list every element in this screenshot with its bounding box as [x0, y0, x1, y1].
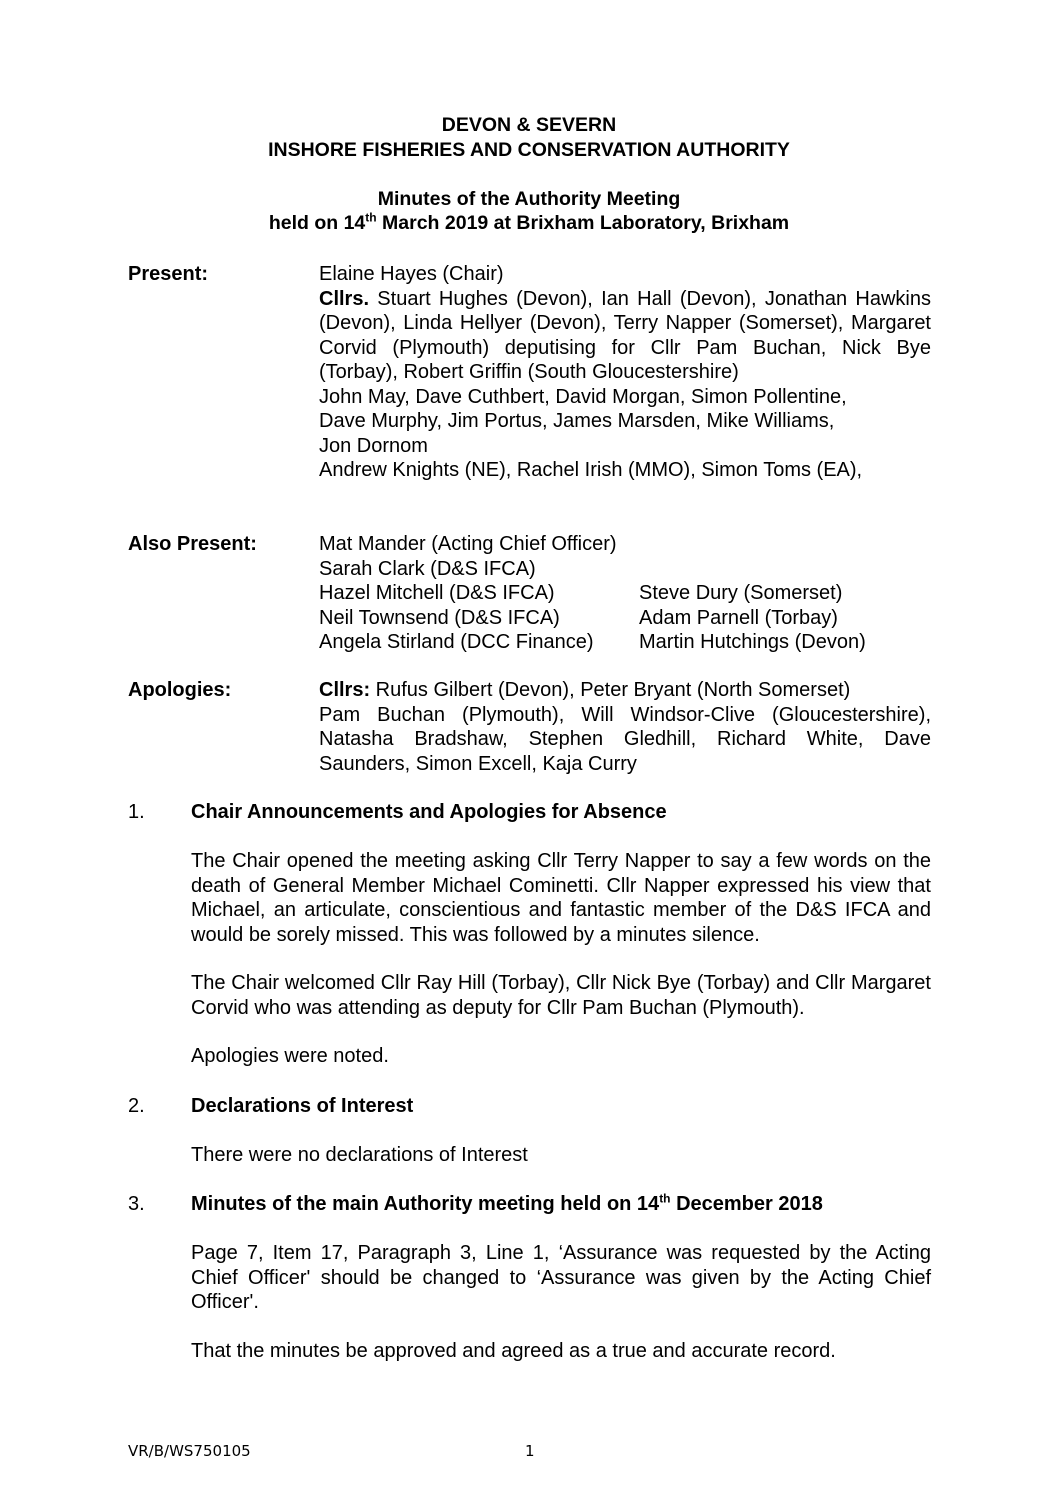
- org-name-line2: INSHORE FISHERIES AND CONSERVATION AUTHORITY: [268, 139, 790, 161]
- also-present-row: Hazel Mitchell (D&S IFCA) Steve Dury (Somerset): [319, 582, 843, 604]
- section-3-title: Minutes of the main Authority meeting held on 14th December 2018: [191, 1191, 823, 1215]
- present-list: [319, 262, 931, 483]
- section-1-paragraph-1: The Chair opened the meeting asking Cllr Terry Napper to say a few words on the death of General Member Michael Cominetti. Cllr Napper expressed his view that Michael, an articulate, conscientious and fantastic member of the D&S IFCA and would be sorely missed. This was followed by a minutes silence.: [191, 850, 931, 946]
- section-3-paragraph-1: Page 7, Item 17, Paragraph 3, Line 1, ‘Assurance was requested by the Acting Chief Officer' should be changed to ‘Assurance was given by the Acting Chief Officer'.: [191, 1242, 931, 1313]
- section-2-paragraph-1: There were no declarations of Interest: [191, 1144, 528, 1166]
- section-2-title: Declarations of Interest: [191, 1095, 414, 1117]
- apologies-line1: Cllrs: Rufus Gilbert (Devon), Peter Bryant (North Somerset): [319, 679, 851, 701]
- section-1-paragraph-3: Apologies were noted.: [191, 1045, 389, 1067]
- also-present-label: Also Present:: [128, 533, 257, 555]
- section-1-title: Chair Announcements and Apologies for Absence: [191, 801, 667, 823]
- also-present-row: Neil Townsend (D&S IFCA) Adam Parnell (Torbay): [319, 606, 838, 629]
- page-number: 1: [525, 1442, 535, 1460]
- apologies-label: Apologies:: [128, 679, 232, 701]
- section-3-paragraph-2: That the minutes be approved and agreed as a true and accurate record.: [191, 1340, 836, 1362]
- org-name-line1: DEVON & SEVERN: [441, 114, 617, 136]
- apologies-rest: Pam Buchan (Plymouth), Will Windsor-Clive (Gloucestershire), Natasha Bradshaw, Stephen Gledhill, Richard White, Dave Saunders, Simon Excell, Kaja Curry: [319, 703, 931, 775]
- present-cllrs: Cllrs. Stuart Hughes (Devon), Ian Hall (Devon), Jonathan Hawkins (Devon), Linda Hellyer (Devon), Terry Napper (Somerset), Margaret Corvid (Plymouth) deputising for Cllr Pam Buchan, Nick Bye (Torbay), Robert Griffin (South Gloucestershire): [319, 287, 931, 383]
- section-3-number: 3.: [128, 1193, 145, 1215]
- section-1-number: 1.: [128, 801, 145, 823]
- present-members-line3: Jon Dornom: [319, 434, 428, 457]
- section-2-number: 2.: [128, 1095, 145, 1117]
- present-label: Present:: [128, 263, 209, 285]
- footer-reference: VR/B/WS750105: [128, 1442, 251, 1460]
- present-chair: Elaine Hayes (Chair): [319, 263, 504, 285]
- also-present-list: [319, 532, 931, 655]
- also-present-row: Angela Stirland (DCC Finance) Martin Hutchings (Devon): [319, 631, 866, 653]
- present-members-line2: Dave Murphy, Jim Portus, James Marsden, Mike Williams,: [319, 410, 835, 432]
- present-members-line1: John May, Dave Cuthbert, David Morgan, Simon Pollentine,: [319, 385, 847, 408]
- also-present-row: Mat Mander (Acting Chief Officer): [319, 533, 617, 555]
- also-present-row: Sarah Clark (D&S IFCA): [319, 557, 536, 580]
- minutes-subtitle: held on 14th March 2019 at Brixham Laboratory, Brixham: [268, 210, 790, 234]
- section-1-paragraph-2: The Chair welcomed Cllr Ray Hill (Torbay), Cllr Nick Bye (Torbay) and Cllr Margaret Corvid who was attending as deputy for Cllr Pam Buchan (Plymouth).: [191, 972, 931, 1019]
- minutes-title: Minutes of the Authority Meeting: [377, 188, 681, 210]
- present-others: Andrew Knights (NE), Rachel Irish (MMO), Simon Toms (EA),: [319, 459, 863, 481]
- apologies-list: [319, 678, 931, 776]
